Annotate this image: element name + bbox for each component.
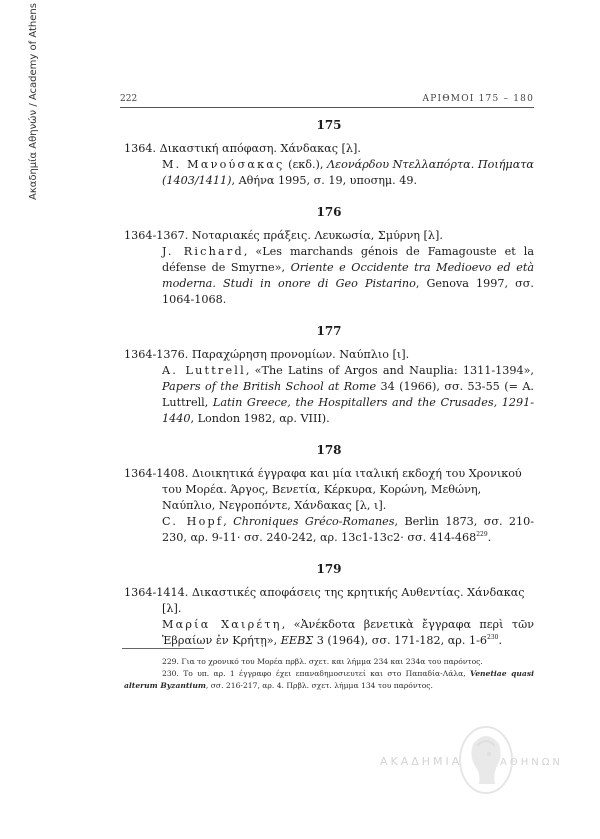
reference-journal: Papers of the British School at Rome bbox=[162, 380, 377, 393]
entry-heading: 1364-1408. Διοικητικά έγγραφα και μία ιταλική εκδοχή του Χρονικού του Μορέα. Άργος, Βενετία, Κέρκυρα, Κορώνη, Μεθώνη, Ναύπλιο, Νεγροπόντε, Χάνδακας [λ, ι]. bbox=[124, 467, 522, 512]
entry-number: 175 bbox=[316, 118, 342, 132]
reference-author: A. Luttrell bbox=[162, 364, 246, 377]
reference-text: , «Les marchands génois de Famagouste et la défense de Smyrne», bbox=[162, 245, 534, 274]
entry-179 bbox=[124, 562, 534, 649]
entry-reference bbox=[124, 244, 534, 308]
entry-reference bbox=[124, 514, 534, 546]
watermark-side-label: Ακαδημία Αθηνών / Academy of Athens bbox=[28, 3, 39, 200]
reference-text: , «The Latins of Argos and Nauplia: 1311-1394», bbox=[245, 364, 534, 377]
reference-text: , London 1982, αρ. VIII). bbox=[190, 412, 330, 425]
entry-178 bbox=[124, 443, 534, 546]
reference-author: C. Hopf bbox=[162, 515, 224, 528]
footnote-text: 230. Το υπ. αρ. 1 έγγραφο έχει επαναδημοσιευτεί και στο Παπαδία-Λάλα, bbox=[162, 669, 471, 678]
running-header bbox=[120, 94, 534, 108]
reference-text: , Genova 1997, σσ. 1064-1068. bbox=[162, 277, 534, 306]
entry-reference bbox=[124, 157, 534, 189]
entry-number: 178 bbox=[316, 443, 342, 457]
catalogue-content bbox=[124, 118, 534, 665]
reference-author: J. Richard bbox=[162, 245, 244, 258]
reference-text: , Berlin 1873, σσ. 210-230, αρ. 9-11· σσ. 240-242, αρ. 13c1-13c2· σσ. 414-468 bbox=[162, 515, 534, 544]
footnote-title: Venetiae quasi alterum Byzantium bbox=[124, 669, 535, 690]
reference-title: Λεονάρδου Ντελλαπόρτα. Ποιήματα (1403/1411) bbox=[162, 158, 534, 187]
entry-reference bbox=[124, 363, 534, 427]
entry-176 bbox=[124, 205, 534, 308]
reference-title: Latin Greece, the Hospitallers and the Crusades, 1291-1440 bbox=[162, 396, 534, 425]
reference-author: Μαρία Χαιρέτη bbox=[162, 618, 282, 631]
reference-text: , Αθήνα 1995, σ. 19, υποσημ. 49. bbox=[231, 174, 418, 187]
footnote-rule bbox=[122, 648, 204, 649]
reference-journal: ΕΕΒΣ bbox=[280, 634, 314, 647]
footnote-marker[interactable]: 230 bbox=[487, 634, 499, 641]
footnote-229: 229. Για το χρονικό του Μορέα πρβλ. σχετ. και λήμμα 234 και 234α του παρόντος. bbox=[162, 657, 483, 666]
reference-text: , bbox=[223, 515, 234, 528]
entry-number: 176 bbox=[316, 205, 342, 219]
entry-heading: 1364. Δικαστική απόφαση. Χάνδακας [λ]. bbox=[124, 142, 361, 155]
entry-177 bbox=[124, 324, 534, 427]
reference-text: . bbox=[487, 531, 492, 544]
watermark-side-text bbox=[28, 3, 42, 328]
entry-heading: 1364-1414. Δικαστικές αποφάσεις της κρητικής Αυθεντίας. Χάνδακας [λ]. bbox=[124, 586, 525, 615]
reference-title: Oriente e Occidente tra Medioevo ed età moderna. Studi in onore di Geo Pistarino bbox=[162, 261, 534, 290]
footnote-marker[interactable]: 229 bbox=[476, 531, 488, 538]
reference-text: 34 (1966), σσ. 53-55 (= A. Luttrell, bbox=[162, 380, 534, 409]
reference-text: . bbox=[498, 634, 503, 647]
header-rule bbox=[120, 107, 534, 108]
reference-text: , «Ἀνέκδοτα βενετικὰ ἔγγραφα περὶ τῶν Ἑβραίων ἐν Κρήτῃ», bbox=[162, 618, 534, 647]
watermark-text-left: ΑΚΑΔΗΜΙΑ bbox=[380, 755, 463, 768]
footnotes bbox=[124, 656, 534, 692]
page-number: 222 bbox=[120, 94, 138, 104]
footnote-text: , σσ. 216-217, αρ. 4. Πρβλ. σχετ. λήμμα 134 του παρόντος. bbox=[205, 681, 433, 690]
reference-author: Μ. Μανούσακας bbox=[162, 158, 285, 171]
entry-number: 177 bbox=[316, 324, 342, 338]
reference-text: 3 (1964), σσ. 171-182, αρ. 1-6 bbox=[313, 634, 487, 647]
reference-title: Chroniques Gréco-Romanes bbox=[233, 515, 395, 528]
entry-reference bbox=[124, 617, 534, 649]
entry-heading: 1364-1376. Παραχώρηση προνομίων. Ναύπλιο [ι]. bbox=[124, 348, 410, 361]
entry-number: 179 bbox=[316, 562, 342, 576]
entry-heading: 1364-1367. Νοταριακές πράξεις. Λευκωσία, Σμύρνη [λ]. bbox=[124, 229, 443, 242]
watermark-text-right: ΑΘΗΝΩΝ bbox=[500, 757, 563, 768]
entry-175 bbox=[124, 118, 534, 189]
reference-text: (εκδ.), bbox=[284, 158, 328, 171]
running-title: ΑΡΙΘΜΟΙ 175 – 180 bbox=[422, 94, 534, 104]
footnote-230 bbox=[124, 668, 534, 692]
